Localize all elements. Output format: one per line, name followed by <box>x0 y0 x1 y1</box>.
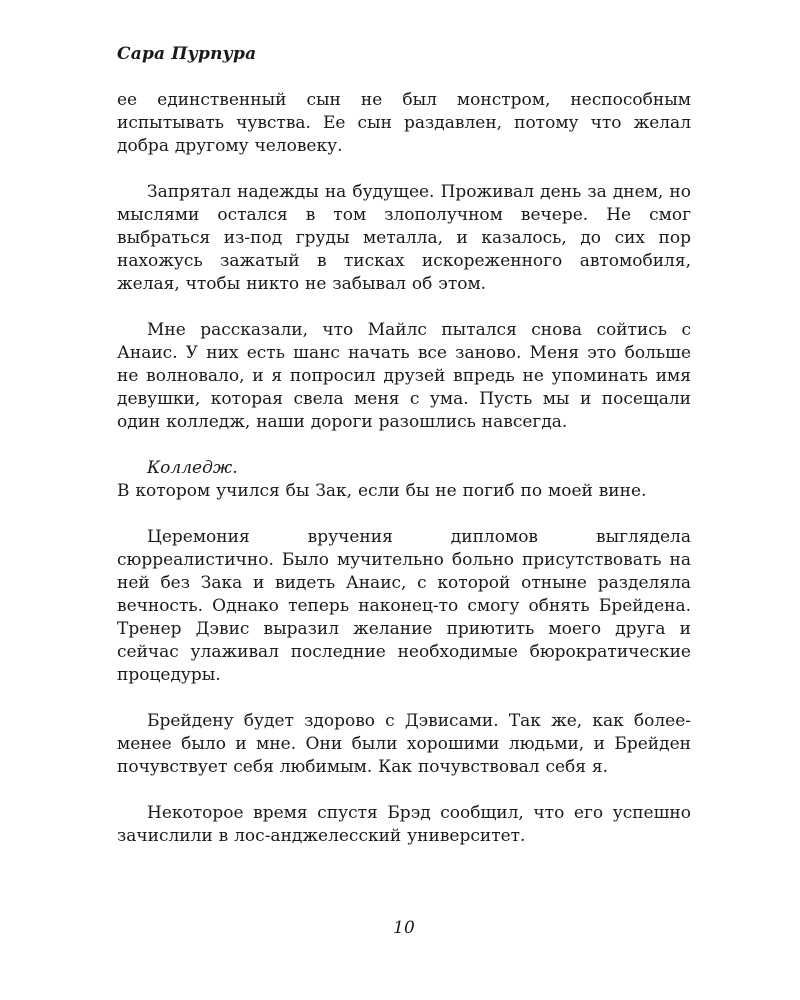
paragraph-continuation: ее единственный сын не был монстром, неспособным испытывать чувства. Ее сын раздавлен, потому что желал добра другому человеку. <box>117 90 691 156</box>
paragraph-brad: Некоторое время спустя Брэд сообщил, что его успешно зачислили в лос-анджелесский университет. <box>117 803 691 846</box>
body-text <box>117 89 691 848</box>
paragraph-gap <box>117 296 691 319</box>
paragraph-braden: Брейдену будет здорово с Дэвисами. Так же, как более-менее было и мне. Они были хорошими людьми, и Брейден почувствует себя любимым. Как почувствовал себя я. <box>117 711 691 777</box>
page-number: 10 <box>393 918 415 938</box>
paragraph-gap <box>117 687 691 710</box>
paragraph-graduation: Церемония вручения дипломов выглядела сюрреалистично. Было мучительно больно присутствовать на ней без Зака и видеть Анаис, с которой отныне разделяла вечность. Однако теперь наконец-то смогу обнять Брейдена. Тренер Дэвис выразил желание приютить моего друга и сейчас улаживал последние необходимые бюрократические процедуры. <box>117 527 691 685</box>
paragraph-hopes: Запрятал надежды на будущее. Проживал день за днем, но мыслями остался в том злополучном вечере. Не смог выбраться из-под груды металла, и казалось, до сих пор нахожусь зажатый в тисках искореженного автомобиля, желая, чтобы никто не забывал об этом. <box>117 182 691 294</box>
running-head-author: Сара Пурпура <box>117 44 257 64</box>
paragraph-gap <box>117 503 691 526</box>
paragraph-miles-anais: Мне рассказали, что Майлс пытался снова сойтись с Анаис. У них есть шанс начать все заново. Меня это больше не волновало, и я попросил друзей впредь не упоминать имя девушки, которая свела меня с ума. Пусть мы и посещали один колледж, наши дороги разошлись навсегда. <box>117 320 691 432</box>
paragraph-gap <box>117 434 691 457</box>
paragraph-gap <box>117 158 691 181</box>
paragraph-college-heading: Колледж. <box>147 458 238 478</box>
paragraph-gap <box>117 779 691 802</box>
paragraph-college: В котором учился бы Зак, если бы не погиб по моей вине. <box>117 481 647 501</box>
book-page <box>117 0 691 1000</box>
